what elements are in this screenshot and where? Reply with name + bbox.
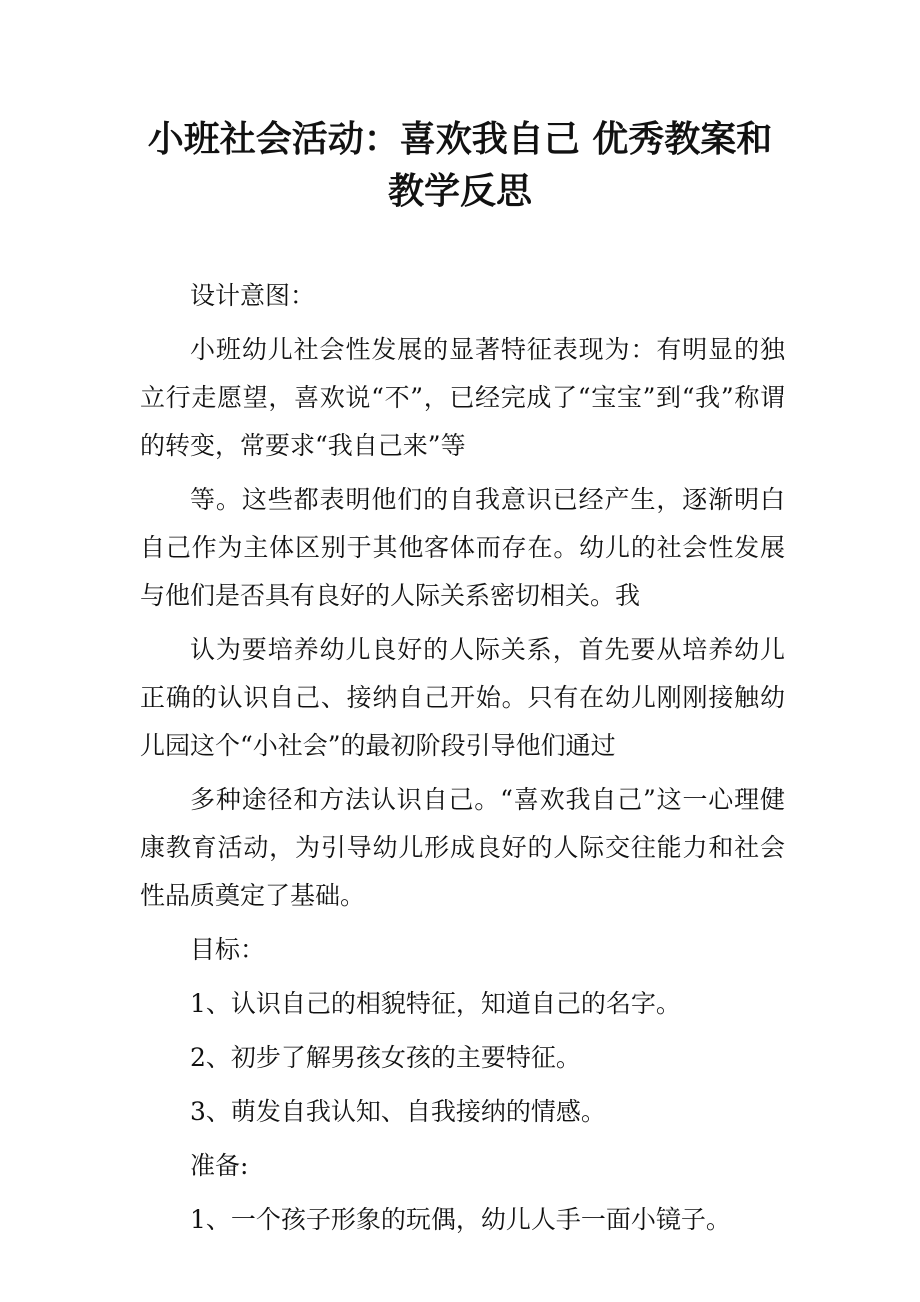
goal-item: 2、初步了解男孩女孩的主要特征。 xyxy=(190,1043,581,1072)
preparation-heading: 准备: xyxy=(190,1151,249,1180)
design-intent-paragraph-3: 认为要培养幼儿良好的人际关系，首先要从培养幼儿正确的认识自己、接纳自己开始。只有在幼儿刚刚接触幼儿园这个“小社会”的最初阶段引导他们通过 xyxy=(140,635,785,760)
goal-item: 3、萌发自我认知、自我接纳的情感。 xyxy=(190,1097,606,1126)
design-intent-paragraph-4: 多种途径和方法认识自己。“喜欢我自己”这一心理健康教育活动，为引导幼儿形成良好的人际交往能力和社会性品质奠定了基础。 xyxy=(140,785,785,910)
document-body xyxy=(140,272,785,1250)
goal-item: 1、认识自己的相貌特征，知道自己的名字。 xyxy=(190,989,681,1018)
design-intent-paragraph-2: 等。这些都表明他们的自我意识已经产生，逐渐明白自己作为主体区别于其他客体而存在。幼儿的社会性发展与他们是否具有良好的人际关系密切相关。我 xyxy=(140,485,785,610)
preparation-item: 1、一个孩子形象的玩偶，幼儿人手一面小镜子。 xyxy=(190,1205,731,1234)
goals-heading: 目标： xyxy=(190,935,266,964)
design-intent-paragraph-1: 小班幼儿社会性发展的显著特征表现为：有明显的独立行走愿望，喜欢说“不”，已经完成了“宝宝”到“我”称谓的转变，常要求“我自己来”等 xyxy=(140,335,785,460)
design-intent-heading: 设计意图： xyxy=(190,281,316,310)
document-title: 小班社会活动：喜欢我自己 优秀教案和教学反思 xyxy=(147,118,773,212)
